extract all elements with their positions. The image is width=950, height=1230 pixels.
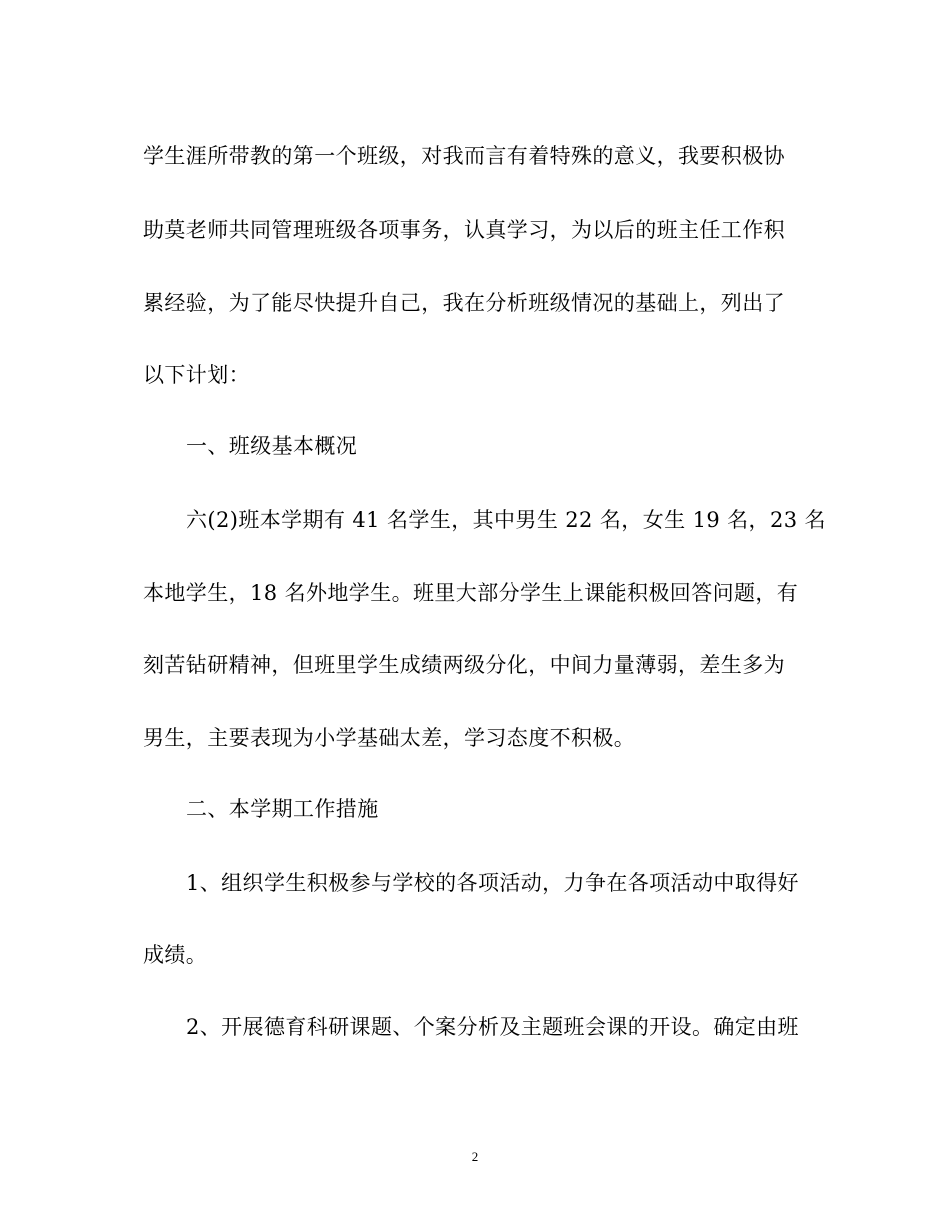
paragraph-line: 六(2)班本学期有 41 名学生，其中男生 22 名，女生 19 名，23 名 <box>186 508 826 532</box>
page-number: 2 <box>471 1149 479 1164</box>
paragraph-line: 成绩。 <box>143 943 208 967</box>
paragraph-line: 2、开展德育科研课题、个案分析及主题班会课的开设。确定由班 <box>186 1015 799 1039</box>
paragraph-line: 男生，主要表现为小学基础太差，学习态度不积极。 <box>143 726 636 750</box>
section-heading: 一、班级基本概况 <box>186 434 358 458</box>
paragraph-line: 学生涯所带教的第一个班级，对我而言有着特殊的意义，我要积极协 <box>143 144 785 168</box>
paragraph-line: 助莫老师共同管理班级各项事务，认真学习，为以后的班主任工作积 <box>143 218 785 242</box>
paragraph-line: 刻苦钻研精神，但班里学生成绩两级分化，中间力量薄弱，差生多为 <box>143 653 785 677</box>
paragraph-line: 以下计划： <box>143 363 250 387</box>
paragraph-line: 累经验，为了能尽快提升自己，我在分析班级情况的基础上，列出了 <box>143 291 785 315</box>
paragraph-line: 1、组织学生积极参与学校的各项活动，力争在各项活动中取得好 <box>186 871 799 895</box>
section-heading: 二、本学期工作措施 <box>186 797 379 821</box>
paragraph-line: 本地学生，18 名外地学生。班里大部分学生上课能积极回答问题，有 <box>143 581 799 605</box>
